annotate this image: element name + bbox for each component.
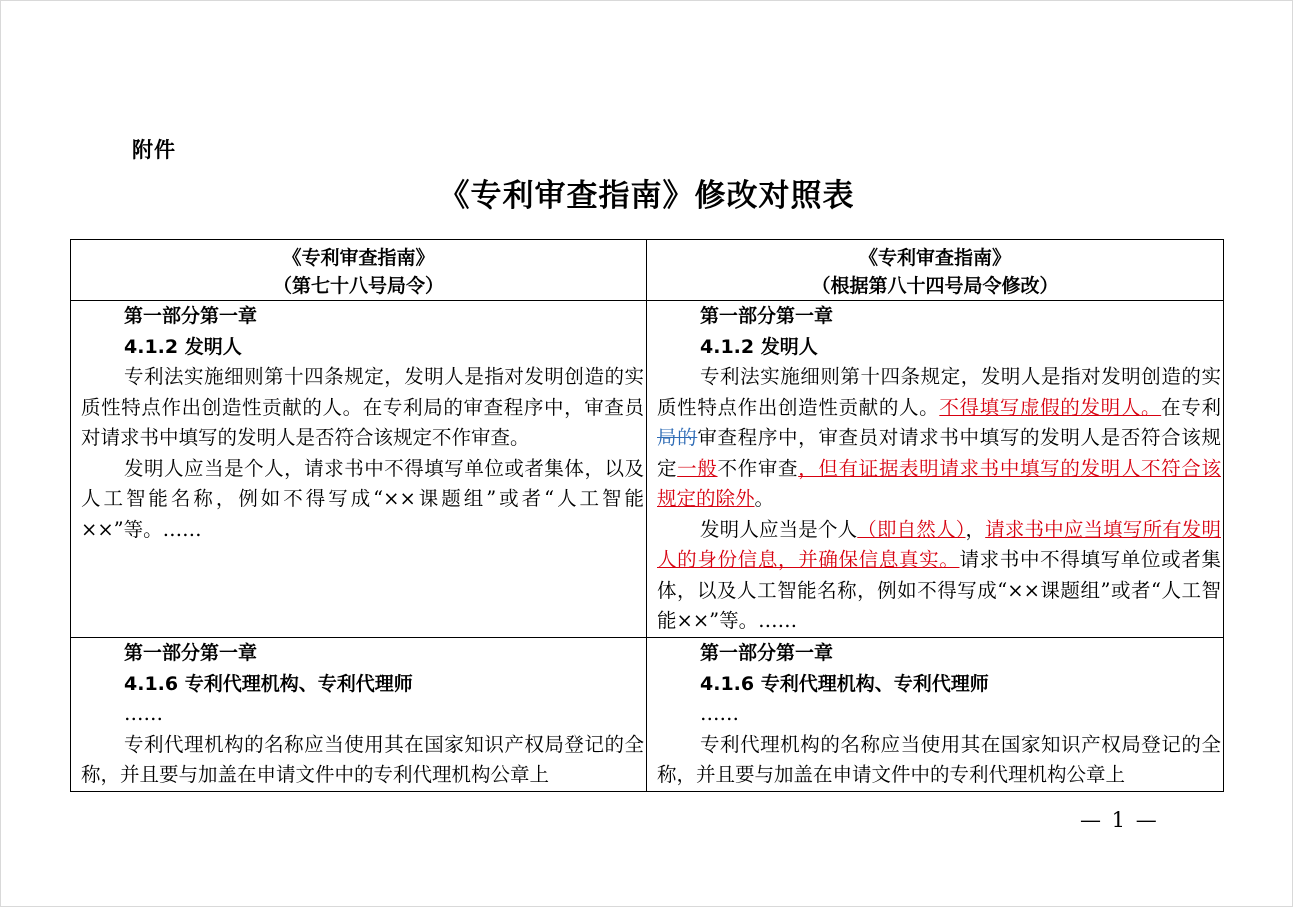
inserted-text: （即自然人）	[857, 517, 966, 541]
right-cell-4-1-6	[647, 638, 1224, 792]
right-cell-4-1-2	[647, 301, 1224, 638]
comparison-table	[70, 239, 1224, 792]
text-run: ，	[965, 517, 986, 541]
text-run: 发明人应当是个人	[700, 517, 858, 541]
left-header-title: 《专利审查指南》	[282, 247, 435, 269]
paragraph: 专利代理机构的名称应当使用其在国家知识产权局登记的全称，并且要与加盖在申请文件中的专利代理机构公章上	[657, 732, 1221, 786]
table-row	[71, 638, 1224, 792]
paragraph: 专利代理机构的名称应当使用其在国家知识产权局登记的全称，并且要与加盖在申请文件中的专利代理机构公章上	[81, 732, 644, 786]
part-heading: 第一部分第一章	[700, 642, 834, 664]
section-heading: 4.1.6 专利代理机构、专利代理师	[700, 672, 989, 695]
text-run: 。	[754, 487, 775, 510]
paragraph: 专利法实施细则第十四条规定，发明人是指对发明创造的实质性特点作出创造性贡献的人。在专利局的审查程序中，审查员对请求书中填写的发明人是否符合该规定不作审查。	[81, 365, 644, 449]
left-cell-4-1-6	[71, 638, 647, 792]
inserted-text: ，但有证据表明请求书中填写的发明人不符合该规定的除外	[657, 456, 1221, 510]
right-header-subtitle: （根据第八十四号局令修改）	[811, 275, 1059, 297]
inserted-text: 不得填写虚假的发明人。	[939, 395, 1162, 419]
attachment-label: 附件	[132, 138, 176, 162]
inserted-text: 请求书中应当填写所有发明人的身份信息，并确保信息真实。	[657, 517, 1221, 571]
section-heading: 4.1.6 专利代理机构、专利代理师	[124, 672, 413, 695]
page-number: — 1 —	[1080, 808, 1159, 832]
text-run: 审查程序中，审查员对请求书中填写的发明人是否符合该规定	[657, 426, 1221, 480]
left-cell-4-1-2	[71, 301, 647, 638]
part-heading: 第一部分第一章	[124, 642, 258, 664]
left-column-header	[71, 240, 647, 301]
document-title: 《专利审查指南》修改对照表	[438, 178, 855, 214]
table-header-row	[71, 240, 1224, 301]
text-run: 在专利	[1161, 395, 1221, 419]
part-heading: 第一部分第一章	[124, 305, 258, 327]
paragraph	[657, 362, 1221, 515]
ellipsis: ……	[700, 702, 739, 725]
paragraph	[657, 515, 1221, 637]
left-header-subtitle: （第七十八号局令）	[272, 275, 444, 297]
text-run: 专利法实施细则第十四条规定，发明人是指对发明创造的实质性特点作出创造性贡献的人。	[657, 365, 1221, 419]
part-heading: 第一部分第一章	[700, 305, 834, 327]
right-header-title: 《专利审查指南》	[858, 247, 1011, 269]
section-heading: 4.1.2 发明人	[124, 335, 242, 358]
table-row	[71, 301, 1224, 638]
deleted-text: 局的	[657, 426, 698, 449]
inserted-text: 一般	[677, 456, 718, 480]
paragraph: 发明人应当是个人，请求书中不得填写单位或者集体，以及人工智能名称，例如不得写成“××课题组”或者“人工智能××”等。……	[81, 456, 644, 541]
right-column-header	[647, 240, 1224, 301]
ellipsis: ……	[124, 702, 163, 725]
text-run: 请求书中不得填写单位或者集体，以及人工智能名称，例如不得写成“××课题组”或者“人工智能××”等。……	[657, 548, 1221, 632]
text-run: 不作审查	[717, 456, 799, 480]
section-heading: 4.1.2 发明人	[700, 335, 818, 358]
